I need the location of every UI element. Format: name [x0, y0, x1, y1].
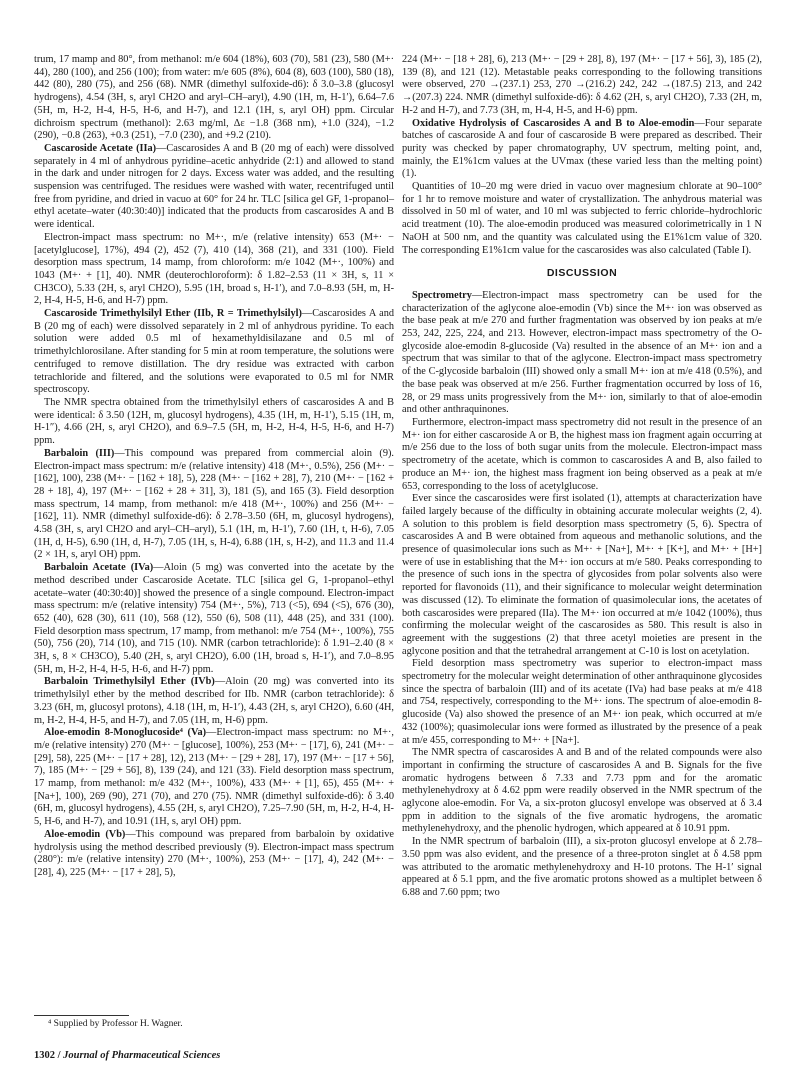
- paragraph: [402, 54, 762, 118]
- footnote: ⁴ Supplied by Professor H. Wagner.: [48, 1019, 183, 1029]
- paragraph: [34, 829, 394, 880]
- paragraph: [34, 232, 394, 308]
- paragraph-text: —Cascarosides A and B (20 mg of each) were dissolved separately in 2 ml of anhydrous pyridine. To each solution were added 0.5 ml of hexamethyldisilazane and 0.5 ml of trimethylchlorosilane. After standing for 5 min at room temperature, the solutions were centrifuged to remove distillation. The dry residue was extracted with carbon tetrachloride and filtered, and the solutions were evaporated to 0.5 ml for NMR spectroscopy.: [34, 308, 394, 396]
- paragraph-text: In the NMR spectrum of barbaloin (III), a six-proton glucosyl envelope at δ 2.78–3.50 ppm was also evident, and the presence of a three-proton singlet at δ 4.58 ppm was attributed to the aromatic methylenehydroxy and H-10 protons. The H-1′ signal appeared at δ 5.1 ppm, and the five aromatic protons showed as a multiplet between δ 6.88 and 7.60 ppm; two: [402, 836, 762, 898]
- footer-separator: /: [57, 1050, 64, 1061]
- paragraph-text: 224 (M+· − [18 + 28], 6), 213 (M+· − [29 + 28], 8), 197 (M+· − [17 + 56], 3), 185 (2), 139 (8), and 121 (12). Metastable peaks corresponding to the following transitions were observed, 270 →(237.1) 253, 270 →(216.2) 242, 242 →(187.5) 213, and 242 →(207.3) 224. NMR (dimethyl sulfoxide-d6): δ 4.62 (2H, s, aryl CH2O), 7.33 (2H, m, H-2 and H-7), and 7.73 (3H, m, H-4, H-5, and H-6) ppm.: [402, 54, 762, 116]
- paragraph-text: —This compound was prepared from barbaloin by oxidative hydrolysis using the method described previously (9). Electron-impact mass spectrum (280°): m/e (relative intensity) 270 (M+·, 100%), 253 (M+· − [17], 4), 242 (M+· − [28], 4), 225 (M+· − [17 + 28], 5),: [34, 828, 394, 878]
- paragraph-text: —This compound was prepared from commercial aloin (9). Electron-impact mass spectrum: m/e (relative intensity) 418 (M+·, 0.5%), 256 (M+· − [162], 100), 238 (M+· − [162 + 18], 5), 228 (M+· − [162 + 28], 7), 210 (M+· − [162 + 28 + 18], 4), 197 (M+· − [162 + 28 + 31], 3), 181 (5), and 165 (3). Field desorption mass spectrum, 14 mamp, from methanol: m/e 418 (M+·, 100%) and 256 (M+· − [162], 11). NMR (dimethyl sulfoxide-d6): δ 2.78–3.50 (6H, m, glucosyl hydrogens), 4.58 (3H, s, aryl CH2O and aryl–CH–aryl), 5.1 (1H, m, H-1′), 7.60 (1H, t, H-6), 7.05 (1H, d, H-5), 6.90 (1H, d, H-7), 7.05 (1H, s, H-4), 6.88 (1H, s, H-2), and 11.3 and 11.4 (2 × 1H, s, aryl OH) ppm.: [34, 447, 395, 561]
- paragraph-text: Furthermore, electron-impact mass spectrometry did not result in the presence of an M+· ion for either cascaroside A or B, the highest mass ion fragment again occurring at m/e 256 due to the loss of both sugar units from the molecule. Electron-impact mass spectrometry of the acetate, which is common to cascarosides A and B, also failed to produce an M+· ion, the highest mass fragment ion being observed as a peak at m/e 653, corresponding to the loss of acetylglucose.: [402, 416, 762, 492]
- paragraph: [34, 143, 394, 232]
- paragraph-text: —Electron-impact mass spectrum: no M+·, m/e (relative intensity) 270 (M+· − [glucose], 100%), 253 (M+· − [17], 6), 241 (M+· − [29], 58), 225 (M+· − [17 + 28], 12), 213 (M+· − [29 + 28], 17), 197 (M+· − [17 + 56], 7), 185 (M+· − [29 + 56], 8), 139 (24), and 121 (33). Field desorption mass spectrum, 17 mamp, from methanol: m/e 432 (M+·, 100%), 433 (M+· + [1], 65), 455 (M+· + [Na+], 100), 269 (90), 271 (70), and 270 (75). NMR (dimethyl sulfoxide-d6): δ 3.40 (6H, m, glucosyl hydrogens), 4.55 (2H, s, aryl CH2O), 7.25–7.90 (5H, m, H-2, H-4, H-5, H-6, and H-7), and 10.91 (1H, s, aryl OH) ppm.: [34, 727, 394, 828]
- run-in-heading: Cascaroside Acetate (IIa): [44, 142, 157, 154]
- paragraph: [34, 448, 394, 562]
- paragraph-text: The NMR spectra of cascarosides A and B and of the related compounds were also important in confirming the structure of cascarosides A and B. Signals for the five aromatic hydrogens between δ 7.33 and 7.73 ppm and for the aromatic methylenehydroxy at δ 4.62 ppm were readily observed in the NMR spectrum of the aglycone aloe-emodin. For Va, a six-proton glucosyl envelope was observed at δ 3.4 ppm in addition to the signals of the five aromatic hydrogens, the aromatic methylenehydroxy, and the phenolic hydrogen, which appeared at δ 10.91 ppm.: [402, 747, 762, 835]
- run-in-heading: Spectrometry: [412, 289, 472, 301]
- footnote-rule: [34, 1015, 129, 1016]
- journal-name: Journal of Pharmaceutical Sciences: [63, 1050, 221, 1061]
- paragraph: [402, 118, 762, 182]
- run-in-heading: Oxidative Hydrolysis of Cascarosides A and B to Aloe-emodin: [412, 117, 695, 129]
- paragraph-text: —Electron-impact mass spectrometry can be used for the characterization of the aglycone aloe-emodin (Vb) since the M+· ion was observed as the base peak at m/e 270 and further fragmentation was observed by ion peaks at m/e 253, 242, 225, 224, and 213. However, electron-impact mass spectrometry of the O-glycoside aloe-emodin 8-glucoside (Va) resulted in the absence of an M+· ion and a spectrum that was similar to that of the aglycone. Electron-impact mass spectrometry of the C-glycoside barbaloin (III) showed only a small M+· ion at m/e 418 (0.5%), and the base peak was observed at m/e 256. Further fragmentation occurred by loss of 16, 28, or 29 mass units progressively from the M+· ion, similarly to that of aloe-emodin and other anthraquinones.: [402, 289, 762, 416]
- left-column: [34, 54, 394, 880]
- paragraph: [34, 54, 394, 143]
- paragraph-text: —Aloin (5 mg) was converted into the acetate by the method described under Cascaroside Acetate. TLC [silica gel G, 1-propanol–ethyl acetate–water (40:30:40)] showed the presence of a single compound. Electron-impact mass spectrum: m/e (relative intensity) 754 (M+·, 5%), 713 (<5), 694 (<5), 676 (30), 652 (40), 628 (30), 611 (10), 568 (12), 550 (6), 508 (11), 448 (25), and 331 (100). Field desorption mass spectrum, 17 mamp, from methanol: m/e 754 (M+·, 100%), 755 (50), 756 (20), 714 (10), and 715 (10). NMR (carbon tetrachloride): δ 1.91–2.40 (8 × 3H, s, 8 × CH3CO), 5.40 (2H, s, aryl CH2O), 6.00 (1H, broad s, H-1′), and 7.0–8.95 (5H, m, H-2, H-4, H-5, H-6, and H-7) ppm.: [34, 562, 394, 675]
- paragraph-text: The NMR spectra obtained from the trimethylsilyl ethers of cascarosides A and B were identical: δ 3.50 (12H, m, glucosyl hydrogens), 4.35 (1H, m, H-1′), 5.15 (1H, m, H-1″), 4.66 (2H, s, aryl CH2O), and 6.9–7.5 (5H, m, H-2, H-4, H-5, H-6, and H-7) ppm.: [34, 396, 394, 447]
- paragraph-text: Quantities of 10–20 mg were dried in vacuo over magnesium chlorate at 90–100° for 1 hr to remove moisture and water of crystallization. The anhydrous material was dissolved in 50 ml of water, and 10 ml was subjected to ferric chloride–hydrochloric acid treatment (10). The aloe-emodin produced was measured colorimetrically in 1 N NaOH at 500 nm, and the quantity was calculated using the E1%1cm value of 320. The corresponding E1%1cm value for the cascarosides was also calculated (Table I).: [402, 181, 762, 256]
- paragraph: [34, 562, 394, 676]
- run-in-heading: Cascaroside Trimethylsilyl Ether (IIb, R = Trimethylsilyl): [44, 308, 302, 320]
- paragraph: [402, 181, 762, 257]
- paragraph-text: Field desorption mass spectrometry was superior to electron-impact mass spectrometry for the molecular weight determination of other anthraquinone glycosides since the spectra of barbaloin (III) and of its acetate (IVa) had base peaks at m/e 418 and 754, respectively, corresponding to the M+· ions. The spectrum of aloe-emodin 8-glucoside (Va) also showed the presence of an M+· ion peak, which occurred at m/e 432 (100%); quasimolecular ions were formed as illustrated by the presence of a peak at m/e 455, corresponding to M+· + [Na+].: [402, 658, 762, 746]
- paragraph: [402, 747, 762, 836]
- paragraph: [34, 727, 394, 829]
- run-in-heading: Barbaloin Acetate (IVa): [44, 562, 154, 574]
- run-in-heading: Aloe-emodin 8-Monoglucoside⁴ (Va): [44, 727, 207, 739]
- section-heading-discussion: DISCUSSION: [546, 267, 618, 280]
- run-in-heading: Barbaloin Trimethylsilyl Ether (IVb): [44, 676, 215, 688]
- run-in-heading: Barbaloin (III): [44, 447, 115, 459]
- paragraph: [34, 308, 394, 397]
- paragraph: [402, 836, 762, 900]
- paragraph-text: Ever since the cascarosides were first isolated (1), attempts at characterization have failed largely because of the difficulty in obtaining accurate molecular weights (2, 4). A solution to this problem is field desorption mass spectrometry (5, 6). Spectra of cascarosides A and B were obtained from aqueous and methanolic solutions, and the presence of quasimolecular ions such as M+· + [Na+], M+· + [K+], and M+· + [H+] were of use in establishing that the M+· ion occurs at m/e 580. Peaks corresponding to the presence of such ions in the spectra of glycosides from polar solvents also were reported for flavonoids (11), and their significance to molecular weight determination was discussed (12). To eliminate the formation of quasimolecular ions, the acetates of both cascarosides were prepared (IIa). The M+· ion occurred at m/e 1042 (100%), thus confirming the molecular weight of the cascarosides as 580. This result is also in agreement with the suggestions (2) that three acetyl moieties are present in the aglycone position and that the tetrahedral arrangement at C-10 is lost on acetylation.: [402, 493, 762, 657]
- paragraph: [34, 676, 394, 727]
- page-number: 1302: [34, 1050, 55, 1061]
- paragraph-text: Electron-impact mass spectrum: no M+·, m/e (relative intensity) 653 (M+· − [acetylglucose], 17%), 494 (2), 452 (7), 410 (14), 368 (21), and 331 (100). Field desorption mass spectrum, 14 mamp, from chloroform: m/e 1042 (M+·, 100%) and 1043 (M+· + [1], 40). NMR (deuterochloroform): δ 1.82–2.53 (11 × 3H, s, 11 × CH3CO), 5.33 (2H, s, aryl CH2O), 5.95 (1H, broad s, H-1′), and 7.0–8.93 (5H, m, H-2, H-4, H-5, H-6, and H-7) ppm.: [34, 231, 394, 307]
- right-column: [402, 54, 762, 900]
- paragraph-text: —Aloin (20 mg) was converted into its trimethylsilyl ether by the method described for IIb. NMR (carbon tetrachloride): δ 3.23 (6H, m, glucosyl protons), 4.18 (1H, m, H-1′), 4.43 (2H, s, aryl CH2O), 6.60 (4H, m, H-2, H-4, H-5, and H-7), and 7.05 (1H, m, H-6) ppm.: [34, 676, 394, 726]
- paragraph-text: —Four separate batches of cascaroside A and four of cascaroside B were prepared as described. Their purity was checked by paper chromatography, UV spectrum, melting point, and, mainly, the E1%1cm values at the UVmax (these varied less than the melting point) (1).: [402, 117, 762, 180]
- paragraph: [34, 397, 394, 448]
- paragraph-text: trum, 17 mamp and 80°, from methanol: m/e 604 (18%), 603 (70), 581 (23), 580 (M+· 44), 280 (100), and 256 (100); from water: m/e 605 (8%), 604 (8), 603 (100), 580 (18), 442 (80), 280 (75), and 256 (68). NMR (dimethyl sulfoxide-d6): δ 3.0–3.8 (glucosyl hydrogens), 4.54 (3H, s, aryl CH2O and aryl–CH–aryl), 4.90 (1H, m, H-1′), 6.64–7.6 (5H, m, H-2, H-4, H-5, H-6, and H-7), and 12.1 (1H, s, aryl OH) ppm. Circular dichroism spectrum (methanol): 2.63 mg/ml, Δε −1.8 (368 nm), +1.0 (324), −1.2 (290), −0.8 (263), +0.3 (251), −7.0 (230), and +9.2 (210).: [34, 54, 394, 142]
- paragraph: [402, 290, 762, 417]
- paragraph-text: —Cascarosides A and B (20 mg of each) were dissolved separately in 4 ml of anhydrous pyridine–acetic anhydride (2:1) and allowed to stand in the dark and under nitrogen for 2 days. Excess water was added, and the resulting suspension was centrifuged. The residues were washed with water, recentrifuged until free from pyridine, and dried in vacuo at 60° for 24 hr. TLC [silica gel GF, 1-propanol–ethyl acetate–water (40:30:40)] indicated that the products from cascarosides A and B were identical.: [34, 142, 394, 231]
- running-footer: [34, 1050, 220, 1061]
- paragraph: [402, 493, 762, 658]
- run-in-heading: Aloe-emodin (Vb): [44, 828, 126, 840]
- paragraph: [402, 417, 762, 493]
- paragraph: [402, 658, 762, 747]
